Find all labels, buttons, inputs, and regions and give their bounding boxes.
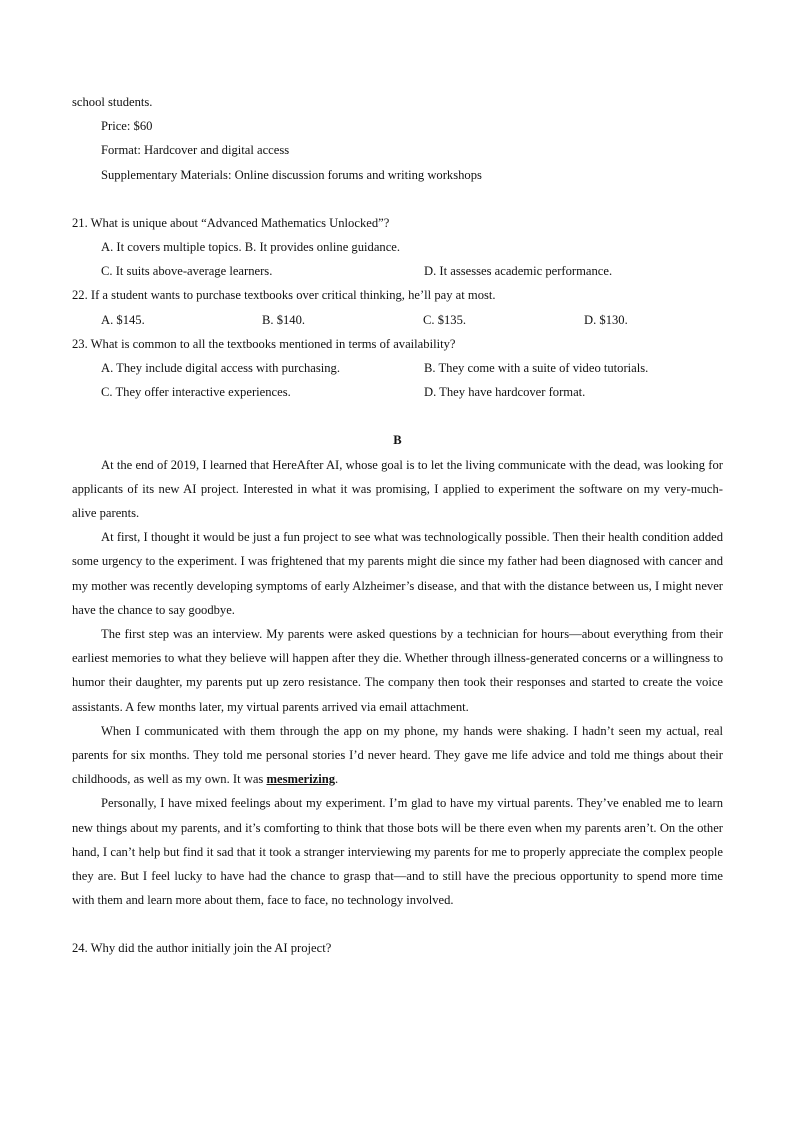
- passage-paragraph-2: At first, I thought it would be just a fun project to see what was technologically possible. Then their health condition added some urgency to the experiment. I was frightened that my parents might die since my father had been diagnosed with cancer and my mother was recently developing symptoms of early Alzheimer’s disease, and that with the distance between us, I might never have the chance to say goodbye.: [72, 530, 723, 617]
- question-21-option-ab: A. It covers multiple topics. B. It provides online guidance.: [101, 240, 401, 255]
- price-line: Price: $60: [101, 119, 153, 134]
- spacer: [72, 912, 723, 936]
- question-21-options-row-2: [72, 259, 723, 283]
- question-22-stem: 22. If a student wants to purchase textbooks over critical thinking, he’ll pay at most.: [72, 288, 496, 303]
- question-23-options-row-2: [72, 380, 723, 404]
- passage-paragraph-5: Personally, I have mixed feelings about my experiment. I’m glad to have my virtual parents. They’ve enabled me to learn new things about my parents, and it’s comforting to think that those bots will be there even when my parents aren’t. On the other hand, I can’t help but find it sad that it took a stranger interviewing my parents for me to properly appreciate the complex people they are. But I feel lucky to have had the chance to grasp that—and to still have the precious opportunity to spend more time with them and learn more about them, face to face, no technology involved.: [72, 796, 723, 908]
- question-22-option-c: C. $135.: [423, 312, 467, 327]
- section-b-title: B: [393, 433, 402, 448]
- spacer: [72, 187, 723, 211]
- passage-paragraph-1: At the end of 2019, I learned that HereAfter AI, whose goal is to let the living communicate with the dead, was looking for applicants of its new AI project. Interested in what it was promising, I applied to experiment the software on my very-much-alive parents.: [72, 457, 723, 520]
- question-24-stem: 24. Why did the author initially join the AI project?: [72, 941, 332, 956]
- passage-tail: school students.: [72, 95, 153, 109]
- passage-paragraph-4: [72, 719, 723, 792]
- question-22-options-row: [72, 308, 723, 332]
- passage-paragraph-3: The first step was an interview. My parents were asked questions by a technician for hours—about everything from their earliest memories to what they believe will happen after they die. Whether through illness-generated concerns or a willingness to humor their daughter, my parents put up zero resistance. The company then took their responses and started to create the voice assistants. A few months later, my virtual parents arrived via email attachment.: [72, 626, 723, 714]
- question-22-option-a: A. $145.: [101, 312, 145, 327]
- question-22-option-d: D. $130.: [584, 312, 628, 327]
- question-21-option-d: D. It assesses academic performance.: [424, 264, 613, 279]
- question-23-stem: 23. What is common to all the textbooks mentioned in terms of availability?: [72, 336, 456, 351]
- spacer: [72, 404, 723, 428]
- question-23-options-row-1: [72, 356, 723, 380]
- question-23-option-a: A. They include digital access with purchasing.: [101, 360, 340, 375]
- question-22-option-b: B. $140.: [262, 312, 306, 327]
- question-23-option-b: B. They come with a suite of video tutorials.: [424, 360, 649, 375]
- question-21-options-row-1: [72, 235, 723, 259]
- question-23-option-d: D. They have hardcover format.: [424, 385, 586, 400]
- format-line: Format: Hardcover and digital access: [101, 143, 290, 158]
- question-23-option-c: C. They offer interactive experiences.: [101, 385, 291, 400]
- question-21-option-c: C. It suits above-average learners.: [101, 264, 273, 279]
- paragraph-4-end: .: [335, 772, 339, 787]
- highlighted-word: mesmerizing: [266, 772, 336, 787]
- question-21-stem: 21. What is unique about “Advanced Mathematics Unlocked”?: [72, 215, 390, 230]
- document-page: [72, 90, 723, 961]
- paragraph-4-text: When I communicated with them through the app on my phone, my hands were shaking. I hadn’t seen my actual, real parents for six months. They told me personal stories I’d never heard. They gave me life advice and told me things about their childhoods, as well as my own. It was: [72, 723, 723, 787]
- supplementary-line: Supplementary Materials: Online discussion forums and writing workshops: [101, 167, 482, 182]
